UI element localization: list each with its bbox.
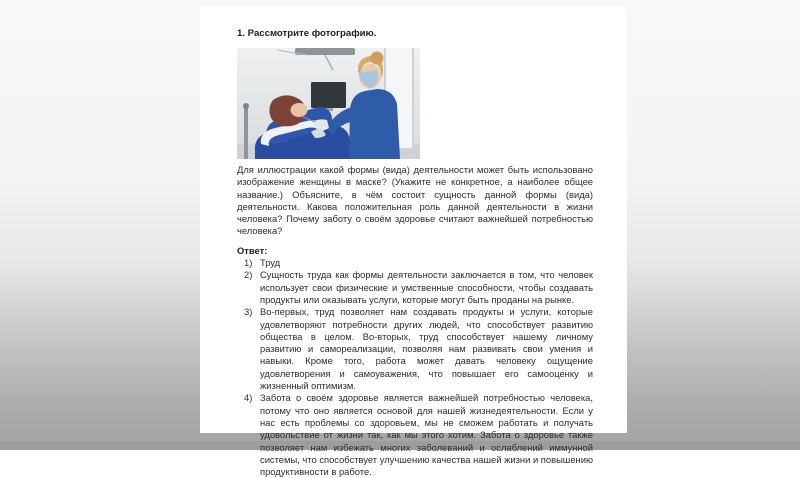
document-content <box>237 6 593 478</box>
answer-item-4 <box>237 392 593 478</box>
answer-text: Во-первых, труд позволяет нам создавать продукты и услуги, которые удовлетворяют потребности других людей, что способствует развитию общества в целом. Во-вторых, труд способствует нашему личному развитию и самореализации, позволяя нам развивать свои умения и навыки. Кроме того, работа может давать человеку ощущение удовлетворения и самоуважения, что повышает его самооценку и жизненный оптимизм. <box>260 306 593 392</box>
answer-item-2 <box>237 269 593 306</box>
answer-text: Сущность труда как формы деятельности заключается в том, что человек использует свои физические и умственные способности, чтобы создавать продукты или оказывать услуги, которые могут быть проданы на рынке. <box>260 269 593 305</box>
answer-text: Забота о своём здоровье является важнейшей потребностью человека, потому что оно является основой для нашей жизнедеятельности. Если у нас есть проблемы со здоровьем, мы не сможем работать и получать удовольствие от жизни так, как мы этого хотим. Забота о здоровье также позволяет нам избежать многих заболеваний и ослаблений иммунной системы, что способствует улучшению качества нашей жизни и повышению продуктивности в работе. <box>260 392 593 478</box>
answer-item-3 <box>237 306 593 392</box>
answer-number: 3) <box>244 306 253 318</box>
answer-number: 2) <box>244 269 253 281</box>
answer-list <box>237 257 593 478</box>
photo-dental-treatment <box>237 48 420 159</box>
task-heading: 1. Рассмотрите фотографию. <box>237 28 377 39</box>
answer-item-1 <box>237 257 593 269</box>
answer-number: 1) <box>244 257 253 269</box>
photo-monitor <box>311 82 346 111</box>
answer-number: 4) <box>244 392 253 404</box>
document-page <box>200 6 627 478</box>
answer-label: Ответ: <box>237 244 268 256</box>
answer-text: Труд <box>260 257 281 269</box>
question-text: Для иллюстрации какой формы (вида) деятельности может быть использовано изображение женщины в маске? (Укажите не конкретное, а наиболее общее название.) Объясните, в чём состоит сущность данной формы (вида) деятельности. Какова положительная роль данной деятельности в жизни человека? Почему заботу о своём здоровье считают важнейшей потребностью человека? <box>237 164 593 237</box>
